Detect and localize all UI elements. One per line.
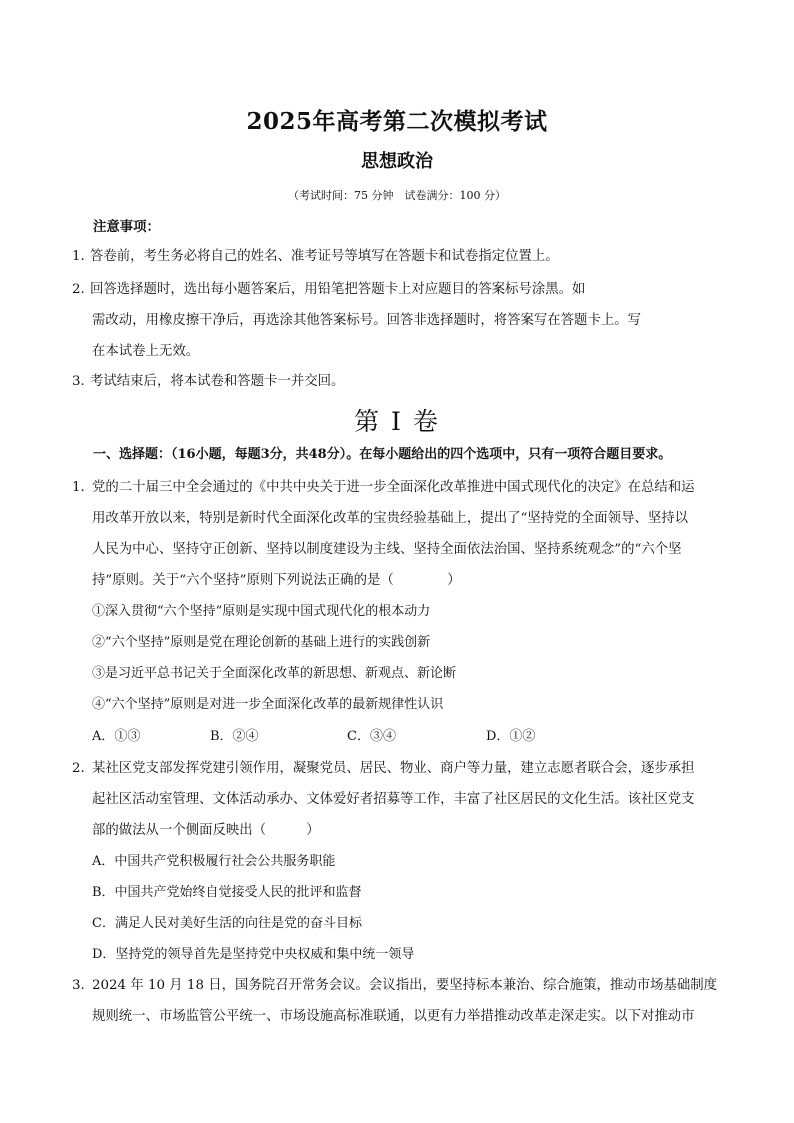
option-d: D．坚持党的领导首先是坚持党中央权威和集中统一领导: [92, 947, 415, 962]
question-1: [72, 479, 695, 497]
question-number: 2.: [72, 761, 85, 776]
notice-heading: 注意事项：: [93, 219, 160, 235]
notice-num: 2.: [72, 282, 85, 297]
question-3: [72, 977, 717, 995]
notice-num: 1.: [72, 249, 85, 264]
statement: ②“六个坚持”原则是党在理论创新的基础上进行的实践创新: [92, 635, 431, 650]
option-b: B．②④: [210, 729, 259, 744]
notice-item-2: [72, 281, 585, 299]
notice-text: 考试结束后，将本试卷和答题卡一并交回。: [90, 374, 345, 389]
question-text: 规则统一、市场监管公平统一、市场设施高标准联通，以更有力举措推动改革走深走实。以下对推动市: [92, 1009, 695, 1024]
question-number: 3.: [72, 978, 85, 993]
question-text: 持”原则。关于“六个坚持”原则下列说法正确的是（ ）: [92, 573, 461, 588]
option-c: C．③④: [347, 729, 396, 744]
option-a: A．①③: [92, 729, 141, 744]
section-instruction: 一、选择题：（16小题，每题3分，共48分）。在每小题给出的四个选项中，只有一项符合题目要求。: [93, 447, 672, 462]
notice-num: 3.: [72, 374, 85, 389]
notice-item-3: [72, 373, 344, 391]
statement: ③是习近平总书记关于全面深化改革的新思想、新观点、新论断: [92, 666, 457, 681]
question-text: 起社区活动室管理、文体活动承办、文体爱好者招募等工作，丰富了社区居民的文化生活。该社区党支: [92, 792, 695, 807]
notice-text: 需改动，用橡皮擦干净后，再选涂其他答案标号。回答非选择题时，将答案写在答题卡上。写: [92, 313, 642, 328]
exam-info: （考试时间：75 分钟 试卷满分：100 分）: [288, 189, 506, 202]
option-b: B．中国共产党始终自觉接受人民的批评和监督: [92, 885, 362, 900]
option-c: C．满足人民对美好生活的向往是党的奋斗目标: [92, 916, 362, 931]
exam-title: 2025年高考第二次模拟考试: [246, 108, 548, 135]
statement: ④“六个坚持”原则是对进一步全面深化改革的最新规律性认识: [92, 697, 444, 712]
exam-subject: 思想政治: [361, 151, 433, 172]
question-text: 人民为中心、坚持守正创新、坚持以制度建设为主线、坚持全面依法治国、坚持系统观念”的“六个坚: [92, 542, 682, 557]
notice-text: 回答选择题时，选出每小题答案后，用铅笔把答题卡上对应题目的答案标号涂黑。如: [90, 282, 586, 297]
notice-text: 答卷前，考生务必将自己的姓名、准考证号等填写在答题卡和试卷指定位置上。: [90, 249, 559, 264]
question-text: 部的做法从一个侧面反映出（ ）: [92, 823, 320, 838]
question-text: 2024 年 10 月 18 日，国务院召开常务会议。会议指出，要坚持标本兼治、综合施策，推动市场基础制度: [92, 978, 718, 993]
question-text: 用改革开放以来，特别是新时代全面深化改革的宝贵经验基础上，提出了“坚持党的全面领导、坚持以: [92, 511, 689, 526]
notice-item-1: [72, 248, 559, 266]
option-a: A．中国共产党积极履行社会公共服务职能: [92, 854, 336, 869]
question-text: 党的二十届三中全会通过的《中共中央关于进一步全面深化改革推进中国式现代化的决定》在总结和运: [92, 480, 695, 495]
notice-text: 在本试卷上无效。: [92, 344, 200, 359]
section-title: 第 I 卷: [354, 407, 440, 436]
statement: ①深入贯彻“六个坚持”原则是实现中国式现代化的根本动力: [92, 604, 431, 619]
question-text: 某社区党支部发挥党建引领作用，凝聚党员、居民、物业、商户等力量，建立志愿者联合会，逐步承担: [92, 761, 695, 776]
question-2: [72, 760, 695, 778]
question-number: 1.: [72, 480, 85, 495]
option-d: D．①②: [486, 729, 536, 744]
